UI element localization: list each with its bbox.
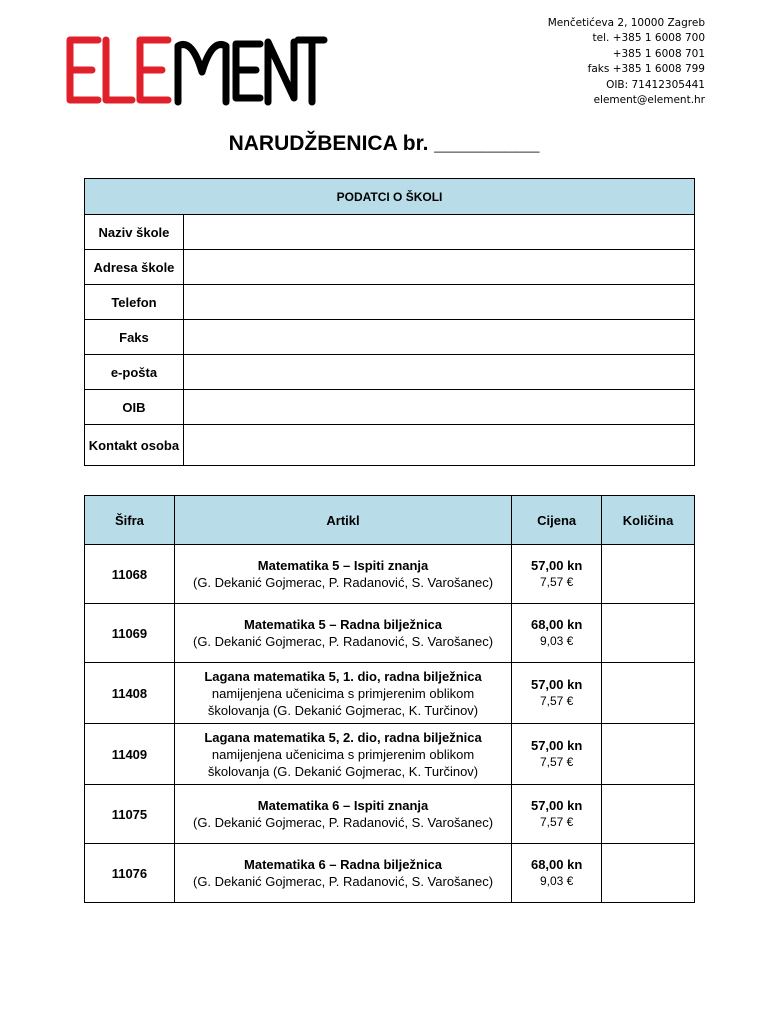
article-title: Matematika 5 – Radna bilježnica (244, 617, 443, 632)
price-eur: 7,57 € (539, 755, 574, 769)
company-fax: faks +385 1 6008 799 (587, 63, 705, 76)
article-code: 11076 (85, 844, 175, 903)
price-kn: 57,00 kn (530, 558, 583, 573)
price-kn: 57,00 kn (530, 738, 583, 753)
company-phone-2: +385 1 6008 701 (612, 47, 705, 60)
quantity-field[interactable] (602, 604, 695, 663)
school-field-label: Naziv škole (85, 215, 184, 250)
school-field-label: OIB (85, 390, 184, 425)
articles-table (84, 495, 695, 903)
price-eur: 9,03 € (539, 634, 574, 648)
quantity-field[interactable] (602, 724, 695, 785)
table-row (85, 604, 695, 663)
quantity-field[interactable] (602, 663, 695, 724)
article-price (512, 663, 602, 724)
article-cell (174, 604, 511, 663)
article-code: 11068 (85, 545, 175, 604)
company-contact-block (548, 16, 705, 108)
price-kn: 57,00 kn (530, 677, 583, 692)
table-row (85, 844, 695, 903)
quantity-field[interactable] (602, 785, 695, 844)
school-field-label: Telefon (85, 285, 184, 320)
company-address: Menčetićeva 2, 10000 Zagreb (547, 17, 705, 29)
article-code: 11069 (85, 604, 175, 663)
school-phone-field[interactable] (183, 285, 694, 320)
article-cell (174, 724, 511, 785)
article-authors: (G. Dekanić Gojmerac, P. Radanović, S. Varošanec) (192, 575, 494, 590)
article-description: namijenjena učenicima s primjerenim oblikom (211, 746, 475, 762)
price-kn: 68,00 kn (530, 857, 583, 872)
article-price (512, 724, 602, 785)
article-price (512, 785, 602, 844)
school-email-field[interactable] (183, 355, 694, 390)
article-authors: (G. Dekanić Gojmerac, P. Radanović, S. Varošanec) (192, 634, 494, 649)
article-authors: školovanja (G. Dekanić Gojmerac, K. Turčinov) (207, 702, 479, 718)
article-cell (174, 844, 511, 903)
article-authors: (G. Dekanić Gojmerac, P. Radanović, S. Varošanec) (192, 874, 494, 889)
table-row (85, 663, 695, 724)
school-field-label: Adresa škole (85, 250, 184, 285)
column-header-quantity: Količina (602, 496, 695, 545)
school-name-field[interactable] (183, 215, 694, 250)
column-header-article: Artikl (174, 496, 511, 545)
school-contact-field[interactable] (183, 425, 694, 466)
school-oib-field[interactable] (183, 390, 694, 425)
article-title: Matematika 6 – Radna bilježnica (244, 857, 443, 872)
article-authors: školovanja (G. Dekanić Gojmerac, K. Turčinov) (207, 763, 479, 779)
price-kn: 68,00 kn (530, 617, 583, 632)
article-title: Lagana matematika 5, 1. dio, radna bilježnica (204, 668, 482, 684)
table-row (85, 785, 695, 844)
article-code: 11075 (85, 785, 175, 844)
column-header-code: Šifra (85, 496, 175, 545)
company-email[interactable]: element@element.hr (593, 94, 705, 107)
table-row (85, 545, 695, 604)
article-code: 11409 (85, 724, 175, 785)
school-field-label: e-pošta (85, 355, 184, 390)
table-row (85, 724, 695, 785)
price-kn: 57,00 kn (530, 798, 583, 813)
article-price (512, 844, 602, 903)
article-title: Lagana matematika 5, 2. dio, radna bilježnica (204, 729, 482, 745)
price-eur: 7,57 € (539, 815, 574, 829)
column-header-price: Cijena (512, 496, 602, 545)
school-address-field[interactable] (183, 250, 694, 285)
price-eur: 7,57 € (539, 575, 574, 589)
element-logo (62, 32, 328, 108)
article-authors: (G. Dekanić Gojmerac, P. Radanović, S. Varošanec) (192, 815, 494, 830)
article-cell (174, 663, 511, 724)
quantity-field[interactable] (602, 545, 695, 604)
quantity-field[interactable] (602, 844, 695, 903)
article-cell (174, 545, 511, 604)
company-oib: OIB: 71412305441 (606, 78, 705, 91)
school-field-label: Faks (85, 320, 184, 355)
order-form-title: NARUDŽBENICA br. _________ (228, 132, 540, 155)
school-field-label: Kontakt osoba (85, 425, 184, 466)
price-eur: 9,03 € (539, 874, 574, 888)
school-fax-field[interactable] (183, 320, 694, 355)
article-price (512, 604, 602, 663)
school-table-header: PODATCI O ŠKOLI (85, 179, 695, 215)
article-title: Matematika 5 – Ispiti znanja (257, 558, 429, 573)
school-data-table (84, 178, 695, 466)
article-code: 11408 (85, 663, 175, 724)
article-cell (174, 785, 511, 844)
article-description: namijenjena učenicima s primjerenim oblikom (211, 685, 475, 701)
company-phone-1: tel. +385 1 6008 700 (592, 32, 705, 45)
price-eur: 7,57 € (539, 694, 574, 708)
article-title: Matematika 6 – Ispiti znanja (257, 798, 429, 813)
article-price (512, 545, 602, 604)
